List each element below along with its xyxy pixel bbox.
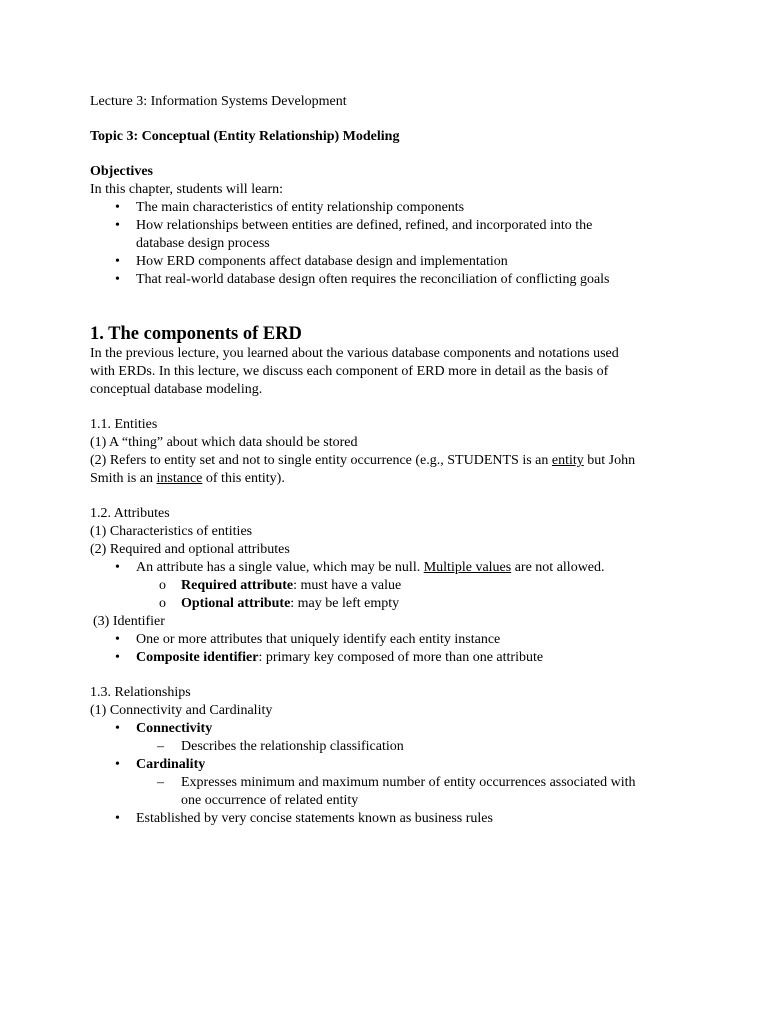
entities-heading: 1.1. Entities <box>90 417 158 432</box>
underlined-term: entity <box>551 453 584 468</box>
entities-line: (1) A “thing” about which data should be stored <box>90 435 358 450</box>
list-item: • That real-world database design often requires the reconciliation of conflicting goals <box>115 272 610 287</box>
bullet-marker: • <box>115 632 120 647</box>
underlined-term: instance <box>156 471 203 486</box>
relationships-line: (1) Connectivity and Cardinality <box>90 703 273 718</box>
dash-marker: – <box>157 739 164 754</box>
circle-marker: o <box>159 596 166 611</box>
list-item: • Established by very concise statements known as business rules <box>115 811 493 826</box>
topic-title: Topic 3: Conceptual (Entity Relationship) Modeling <box>90 129 400 144</box>
attributes-line: (1) Characteristics of entities <box>90 524 253 539</box>
list-item: • Connectivity <box>115 721 213 736</box>
entities-line: (2) Refers to entity set and not to single entity occurrence (e.g., STUDENTS is an entity but John Smith is an instance of this entity). <box>90 453 636 486</box>
identifier-list <box>90 631 690 667</box>
bullet-marker: • <box>115 811 120 826</box>
list-item: – Describes the relationship classification <box>157 739 404 754</box>
objectives-heading: Objectives <box>90 164 153 179</box>
attributes-line: (2) Required and optional attributes <box>90 542 290 557</box>
list-item: • An attribute has a single value, which may be null. Multiple values are not allowed. <box>115 560 605 575</box>
circle-marker: o <box>159 578 166 593</box>
list-item: o Optional attribute: may be left empty <box>159 596 400 611</box>
bullet-marker: • <box>115 560 120 575</box>
bullet-marker: • <box>115 254 120 269</box>
list-item: • How ERD components affect database design and implementation <box>115 254 508 269</box>
bullet-marker: • <box>115 650 120 665</box>
list-item: • The main characteristics of entity relationship components <box>115 200 465 215</box>
attributes-list <box>90 559 690 613</box>
attributes-heading: 1.2. Attributes <box>90 506 170 521</box>
list-item: • One or more attributes that uniquely identify each entity instance <box>115 632 501 647</box>
list-item: – Expresses minimum and maximum number of entity occurrences associated with one occurrence of related entity <box>157 775 636 808</box>
identifier-heading: (3) Identifier <box>93 614 165 629</box>
document-page <box>90 93 690 828</box>
section-intro: In the previous lecture, you learned about the various database components and notations used with ERDs. In this lecture, we discuss each component of ERD more in detail as the basis of conceptual database modeling. <box>90 346 619 397</box>
section-heading: 1. The components of ERD <box>90 324 302 344</box>
underlined-term: Multiple values <box>423 560 512 575</box>
objectives-list <box>90 199 690 289</box>
bullet-marker: • <box>115 200 120 215</box>
bullet-marker: • <box>115 218 120 233</box>
list-item: o Required attribute: must have a value <box>159 578 402 593</box>
dash-marker: – <box>157 775 164 790</box>
relationships-heading: 1.3. Relationships <box>90 685 191 700</box>
bullet-marker: • <box>115 757 120 772</box>
list-item: • Composite identifier: primary key composed of more than one attribute <box>115 650 544 665</box>
bullet-marker: • <box>115 721 120 736</box>
objectives-intro: In this chapter, students will learn: <box>90 182 284 197</box>
relationships-list <box>90 720 690 828</box>
list-item: • How relationships between entities are defined, refined, and incorporated into the database design process <box>115 218 593 251</box>
lecture-title: Lecture 3: Information Systems Development <box>90 94 347 109</box>
bullet-marker: • <box>115 272 120 287</box>
list-item: • Cardinality <box>115 757 206 772</box>
